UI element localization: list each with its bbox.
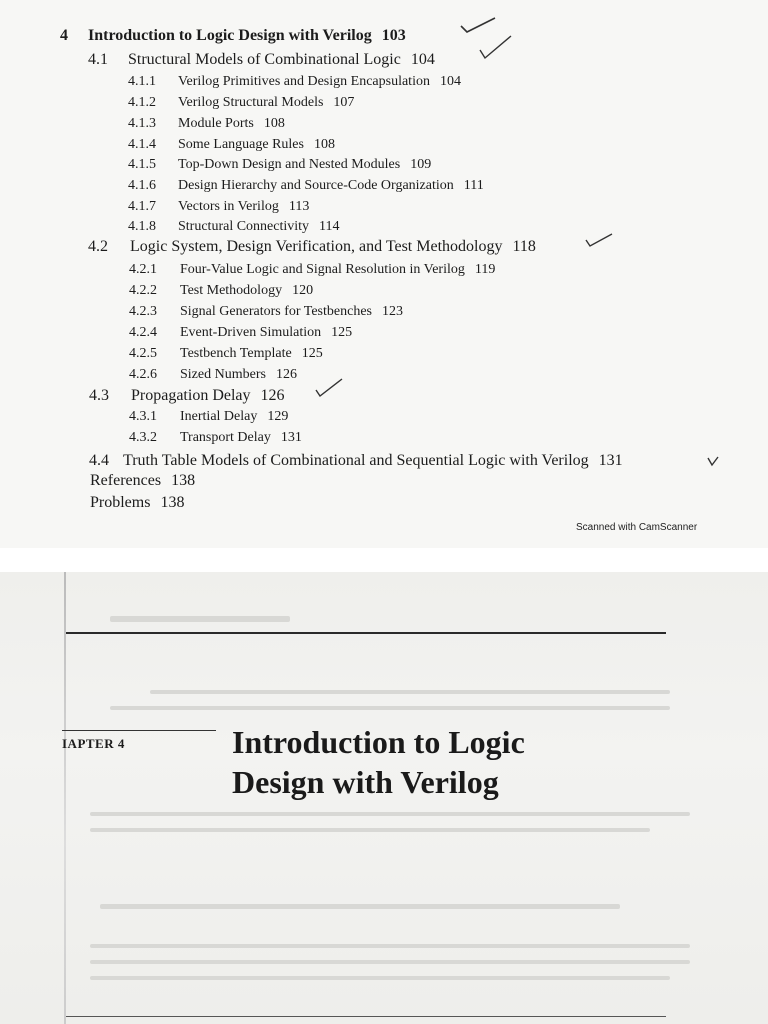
toc-subsection-page: 131 bbox=[280, 430, 302, 445]
toc-subsection-title: Signal Generators for Testbenches bbox=[180, 304, 372, 319]
toc-subsection-page: 123 bbox=[381, 304, 403, 319]
bleed-through-text bbox=[150, 690, 670, 694]
toc-section-page: 104 bbox=[410, 51, 435, 68]
scanner-watermark: Scanned with CamScanner bbox=[576, 522, 698, 533]
toc-subsection-page: 108 bbox=[313, 137, 335, 152]
chapter-title-line-1: Introduction to Logic bbox=[232, 724, 525, 760]
toc-subsection-title: Sized Numbers bbox=[180, 367, 266, 382]
toc-subsection-title: Four-Value Logic and Signal Resolution in Verilog bbox=[180, 262, 465, 277]
toc-subsection-number: 4.3.1 bbox=[129, 409, 157, 424]
toc-subsection-title: Verilog Primitives and Design Encapsulation bbox=[178, 74, 430, 89]
chapter-title-line-2: Design with Verilog bbox=[232, 764, 499, 800]
toc-references-entry bbox=[90, 472, 195, 490]
toc-subsection-page: 107 bbox=[333, 95, 355, 110]
toc-subsection-number: 4.1.7 bbox=[128, 199, 156, 214]
toc-subsection-title: Vectors in Verilog bbox=[178, 199, 279, 214]
toc-section-page: 118 bbox=[512, 238, 536, 255]
toc-section-number: 4.1 bbox=[88, 51, 108, 68]
toc-subsection-page: 126 bbox=[275, 367, 297, 382]
toc-subsection-number: 4.1.6 bbox=[128, 178, 156, 193]
handwritten-check-icon bbox=[584, 230, 614, 250]
chapter-opener-page bbox=[0, 572, 768, 1024]
toc-problems-page: 138 bbox=[160, 494, 185, 511]
toc-section-number: 4.3 bbox=[89, 387, 109, 404]
toc-subsection-number: 4.2.5 bbox=[129, 346, 157, 361]
toc-references-title: References bbox=[90, 472, 162, 489]
toc-subsection-title: Test Methodology bbox=[180, 283, 283, 298]
toc-subsection-number: 4.1.1 bbox=[128, 74, 156, 89]
chapter-label-rule bbox=[62, 730, 216, 731]
bleed-through-text bbox=[90, 812, 690, 816]
chapter-title bbox=[232, 722, 652, 802]
toc-subsection-title: Top-Down Design and Nested Modules bbox=[178, 157, 401, 172]
toc-subsection-title: Transport Delay bbox=[180, 430, 271, 445]
toc-subsection-page: 113 bbox=[288, 199, 310, 214]
bleed-through-text bbox=[90, 944, 690, 948]
toc-subsection-title: Event-Driven Simulation bbox=[180, 325, 322, 340]
toc-subsection-page: 120 bbox=[292, 283, 314, 298]
bleed-through-text bbox=[100, 904, 620, 909]
header-rule bbox=[66, 632, 666, 634]
toc-subsection-number: 4.2.4 bbox=[129, 325, 157, 340]
toc-section-title: Logic System, Design Verification, and Test Methodology bbox=[130, 238, 503, 255]
toc-subsection-page: 108 bbox=[263, 116, 285, 131]
toc-problems-title: Problems bbox=[90, 494, 151, 511]
toc-subsection-page: 114 bbox=[319, 219, 340, 234]
toc-subsection-number: 4.2.2 bbox=[129, 283, 157, 298]
toc-subsection-page: 125 bbox=[331, 325, 353, 340]
toc-subsection-number: 4.1.4 bbox=[128, 137, 156, 152]
footer-rule bbox=[66, 1016, 666, 1017]
toc-subsection-number: 4.2.3 bbox=[129, 304, 157, 319]
bleed-through-text bbox=[90, 960, 690, 964]
toc-subsection-number: 4.1.2 bbox=[128, 95, 156, 110]
handwritten-check-icon bbox=[706, 455, 720, 467]
toc-subsection-page: 125 bbox=[301, 346, 323, 361]
toc-section-title: Truth Table Models of Combinational and Sequential Logic with Verilog bbox=[123, 452, 589, 469]
toc-subsection-number: 4.3.2 bbox=[129, 430, 157, 445]
toc-section-title: Propagation Delay bbox=[131, 387, 251, 404]
toc-section-number: 4.4 bbox=[89, 452, 109, 469]
handwritten-check-icon bbox=[314, 376, 344, 400]
toc-section-number: 4.2 bbox=[88, 238, 108, 255]
toc-section-page: 131 bbox=[598, 452, 623, 469]
toc-section-title: Structural Models of Combinational Logic bbox=[128, 51, 401, 68]
toc-chapter-title: Introduction to Logic Design with Verilog bbox=[88, 27, 372, 44]
toc-chapter-page: 103 bbox=[381, 27, 406, 44]
toc-subsection-page: 111 bbox=[463, 178, 484, 193]
toc-subsection-title: Structural Connectivity bbox=[178, 219, 310, 234]
chapter-label: IAPTER 4 bbox=[62, 736, 125, 751]
bleed-through-text bbox=[110, 616, 290, 622]
bleed-through-text bbox=[90, 976, 670, 980]
toc-subsection-page: 119 bbox=[474, 262, 496, 277]
toc-subsection-number: 4.1.3 bbox=[128, 116, 156, 131]
toc-subsection-title: Some Language Rules bbox=[178, 137, 304, 152]
toc-subsection-page: 109 bbox=[410, 157, 432, 172]
toc-subsection-number: 4.1.5 bbox=[128, 157, 156, 172]
toc-references-page: 138 bbox=[171, 472, 196, 489]
toc-subsection-number: 4.1.8 bbox=[128, 219, 156, 234]
toc-subsection-page: 129 bbox=[267, 409, 289, 424]
toc-subsection-number: 4.2.6 bbox=[129, 367, 157, 382]
toc-subsection-title: Module Ports bbox=[178, 116, 254, 131]
toc-subsection-title: Verilog Structural Models bbox=[178, 95, 324, 110]
bleed-through-text bbox=[90, 828, 650, 832]
toc-subsection-title: Inertial Delay bbox=[180, 409, 258, 424]
toc-chapter-number: 4 bbox=[60, 27, 68, 44]
toc-subsection-number: 4.2.1 bbox=[129, 262, 157, 277]
toc-subsection-page: 104 bbox=[439, 74, 461, 89]
page-edge-shadow bbox=[64, 572, 66, 1024]
bleed-through-text bbox=[110, 706, 670, 710]
toc-subsection-title: Testbench Template bbox=[180, 346, 292, 361]
toc-subsection-title: Design Hierarchy and Source-Code Organization bbox=[178, 178, 454, 193]
toc-section-page: 126 bbox=[260, 387, 285, 404]
toc-problems-entry bbox=[90, 494, 184, 512]
handwritten-check-icon bbox=[478, 32, 514, 62]
